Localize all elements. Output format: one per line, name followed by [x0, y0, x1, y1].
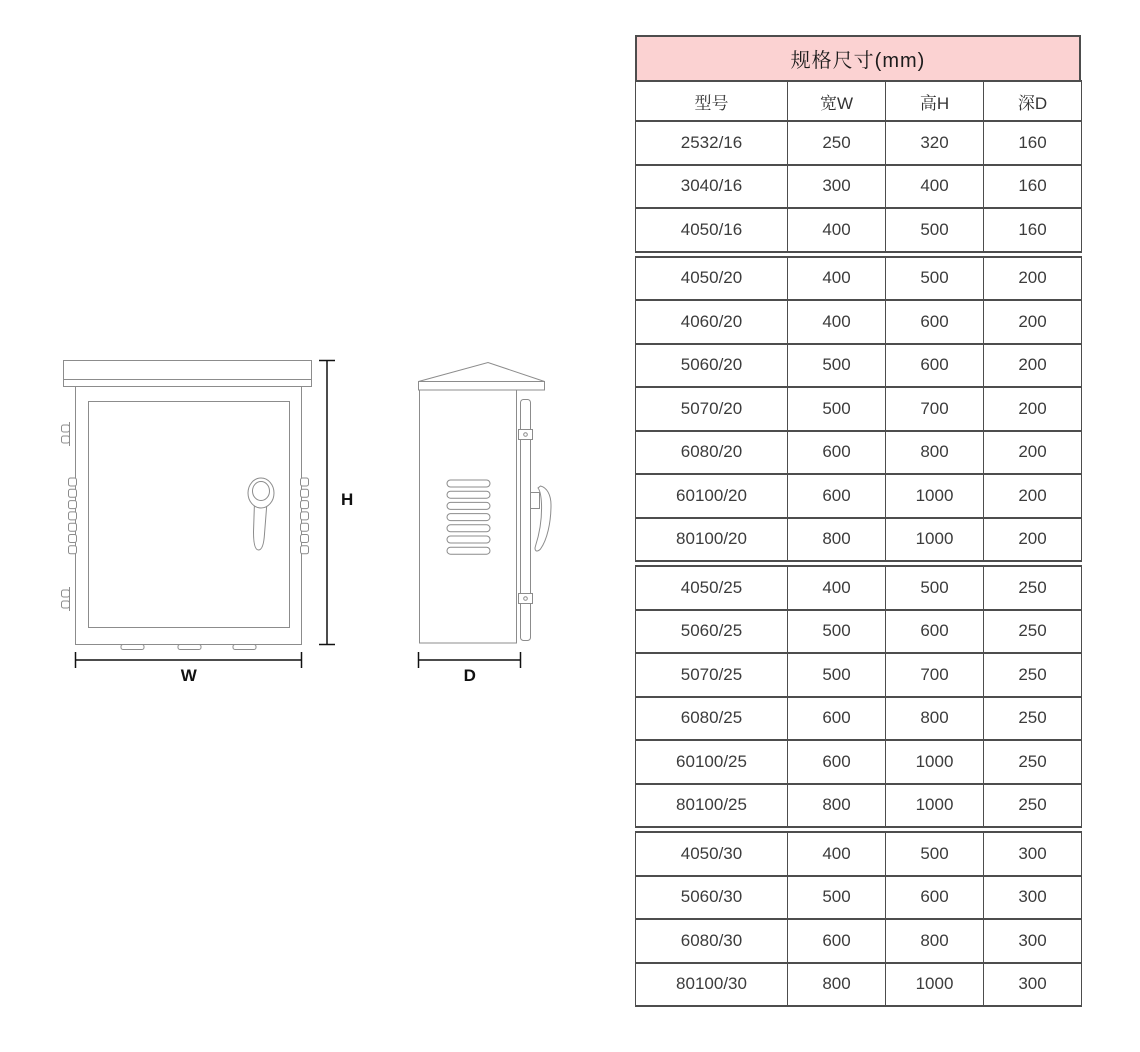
depth-cell: 200 [984, 344, 1082, 388]
height-cell: 700 [886, 653, 984, 697]
depth-cell: 200 [984, 387, 1082, 431]
spec-row [636, 566, 1082, 610]
model-cell: 60100/20 [636, 474, 788, 518]
col-header-depth: 深D [984, 81, 1082, 121]
spec-row [636, 518, 1082, 562]
model-cell: 5060/30 [636, 876, 788, 920]
spec-row [636, 832, 1082, 876]
height-cell: 400 [886, 165, 984, 209]
spec-row [636, 300, 1082, 344]
width-cell: 600 [788, 474, 886, 518]
depth-cell: 250 [984, 653, 1082, 697]
side-roof [419, 363, 545, 391]
model-cell: 6080/20 [636, 431, 788, 475]
width-cell: 800 [788, 963, 886, 1007]
height-cell: 800 [886, 697, 984, 741]
width-dimension-label: W [180, 666, 198, 685]
side-door-edge [519, 400, 533, 641]
height-dimension-label: H [341, 490, 354, 509]
model-cell: 60100/25 [636, 740, 788, 784]
col-header-width: 宽W [788, 81, 886, 121]
col-header-model: 型号 [636, 81, 788, 121]
spec-row [636, 740, 1082, 784]
height-cell: 500 [886, 208, 984, 252]
spec-row [636, 784, 1082, 828]
height-cell: 800 [886, 431, 984, 475]
depth-cell: 300 [984, 963, 1082, 1007]
spec-row [636, 344, 1082, 388]
hinge-top-left [62, 422, 70, 446]
width-cell: 250 [788, 121, 886, 165]
height-dimension-line [319, 361, 335, 645]
height-cell: 1000 [886, 474, 984, 518]
height-cell: 500 [886, 832, 984, 876]
spec-group-2 [635, 256, 1082, 563]
height-cell: 600 [886, 344, 984, 388]
height-cell: 600 [886, 876, 984, 920]
model-cell: 2532/16 [636, 121, 788, 165]
spec-row [636, 653, 1082, 697]
left-mounting-tabs [69, 478, 77, 554]
col-header-height: 高H [886, 81, 984, 121]
depth-cell: 200 [984, 300, 1082, 344]
spec-group-3 [635, 565, 1082, 828]
width-cell: 500 [788, 344, 886, 388]
model-cell: 4060/20 [636, 300, 788, 344]
width-cell: 400 [788, 566, 886, 610]
width-cell: 400 [788, 832, 886, 876]
width-cell: 400 [788, 300, 886, 344]
cabinet-side-view [400, 352, 565, 702]
spec-row [636, 121, 1082, 165]
height-cell: 320 [886, 121, 984, 165]
model-cell: 4050/25 [636, 566, 788, 610]
width-cell: 400 [788, 208, 886, 252]
model-cell: 5070/20 [636, 387, 788, 431]
spec-row [636, 474, 1082, 518]
side-door-handle [531, 486, 552, 551]
spec-row [636, 165, 1082, 209]
model-cell: 4050/16 [636, 208, 788, 252]
depth-cell: 300 [984, 876, 1082, 920]
height-cell: 700 [886, 387, 984, 431]
depth-cell: 160 [984, 165, 1082, 209]
height-cell: 500 [886, 566, 984, 610]
height-cell: 1000 [886, 740, 984, 784]
right-mounting-tabs [301, 478, 309, 554]
model-cell: 80100/25 [636, 784, 788, 828]
depth-cell: 200 [984, 257, 1082, 301]
depth-cell: 250 [984, 566, 1082, 610]
model-cell: 5070/25 [636, 653, 788, 697]
width-cell: 600 [788, 697, 886, 741]
depth-cell: 300 [984, 919, 1082, 963]
height-cell: 600 [886, 300, 984, 344]
spec-group-1 [635, 80, 1082, 253]
spec-row [636, 610, 1082, 654]
front-roof [64, 361, 312, 387]
width-cell: 600 [788, 919, 886, 963]
width-cell: 600 [788, 740, 886, 784]
width-cell: 800 [788, 784, 886, 828]
model-cell: 4050/20 [636, 257, 788, 301]
spec-row [636, 697, 1082, 741]
depth-cell: 250 [984, 740, 1082, 784]
spec-row [636, 257, 1082, 301]
width-cell: 400 [788, 257, 886, 301]
depth-cell: 200 [984, 431, 1082, 475]
height-cell: 500 [886, 257, 984, 301]
height-cell: 600 [886, 610, 984, 654]
column-header-row [636, 81, 1082, 121]
hinge-bottom-left [62, 587, 70, 611]
spec-row [636, 876, 1082, 920]
height-cell: 1000 [886, 784, 984, 828]
depth-cell: 160 [984, 208, 1082, 252]
spec-table [635, 35, 1081, 1007]
depth-cell: 250 [984, 610, 1082, 654]
width-cell: 500 [788, 653, 886, 697]
bottom-feet [121, 645, 256, 650]
width-cell: 500 [788, 387, 886, 431]
model-cell: 4050/30 [636, 832, 788, 876]
model-cell: 6080/30 [636, 919, 788, 963]
spec-row [636, 963, 1082, 1007]
spec-row [636, 387, 1082, 431]
depth-cell: 200 [984, 518, 1082, 562]
model-cell: 80100/30 [636, 963, 788, 1007]
depth-cell: 250 [984, 697, 1082, 741]
spec-row [636, 919, 1082, 963]
model-cell: 6080/25 [636, 697, 788, 741]
depth-cell: 300 [984, 832, 1082, 876]
width-cell: 800 [788, 518, 886, 562]
spec-row [636, 208, 1082, 252]
model-cell: 80100/20 [636, 518, 788, 562]
width-cell: 500 [788, 610, 886, 654]
width-cell: 600 [788, 431, 886, 475]
height-cell: 1000 [886, 963, 984, 1007]
spec-table-title: 规格尺寸(mm) [635, 35, 1081, 82]
depth-cell: 160 [984, 121, 1082, 165]
cabinet-front-view [55, 352, 355, 702]
width-cell: 500 [788, 876, 886, 920]
depth-cell: 250 [984, 784, 1082, 828]
spec-group-4 [635, 831, 1082, 1007]
model-cell: 5060/25 [636, 610, 788, 654]
width-cell: 300 [788, 165, 886, 209]
height-cell: 1000 [886, 518, 984, 562]
spec-row [636, 431, 1082, 475]
depth-cell: 200 [984, 474, 1082, 518]
model-cell: 3040/16 [636, 165, 788, 209]
height-cell: 800 [886, 919, 984, 963]
vent-louvers [447, 480, 490, 554]
model-cell: 5060/20 [636, 344, 788, 388]
depth-dimension-label: D [463, 666, 477, 685]
